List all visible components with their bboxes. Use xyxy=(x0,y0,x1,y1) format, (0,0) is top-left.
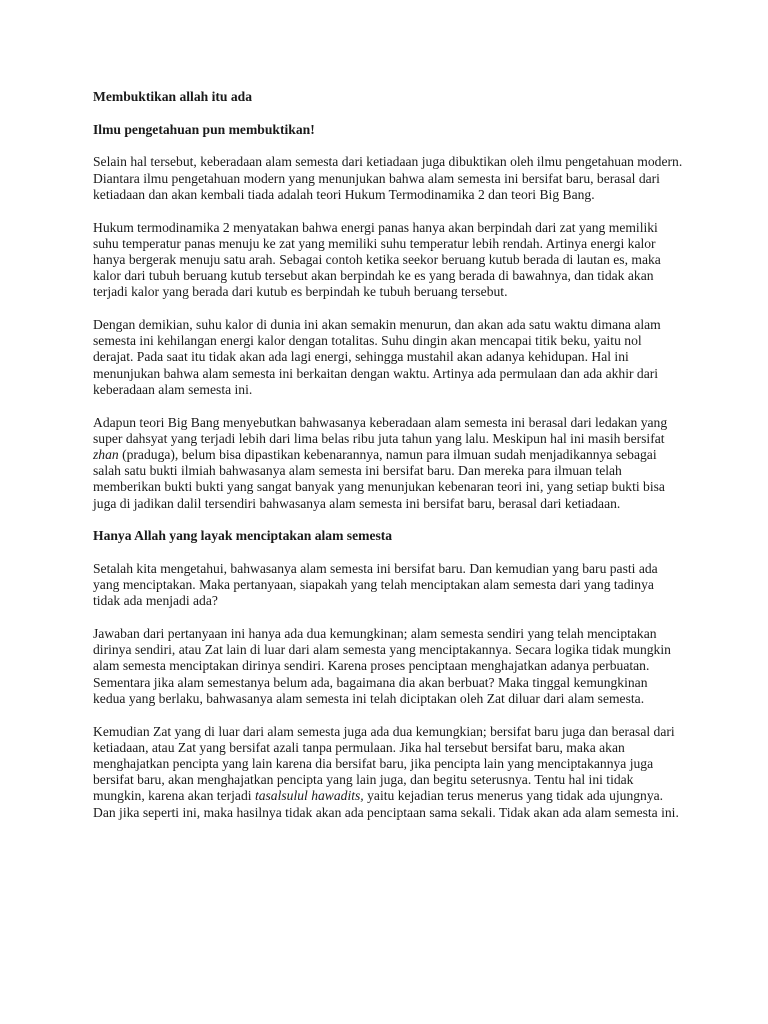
section-heading-creator: Hanya Allah yang layak menciptakan alam semesta xyxy=(93,528,393,544)
paragraph-4 xyxy=(93,415,683,512)
paragraph-7-italic-term: tasalsulul hawadits, xyxy=(254,788,364,804)
paragraph-5: Setalah kita mengetahui, bahwasanya alam semesta ini bersifat baru. Dan kemudian yang baru pasti ada yang menciptakan. Maka pertanyaan, siapakah yang telah menciptakan alam semesta dari yang tadinya tidak ada menjadi ada? xyxy=(93,560,658,609)
paragraph-2: Hukum termodinamika 2 menyatakan bahwa energi panas hanya akan berpindah dari zat yang memiliki suhu temperatur panas menuju ke zat yang memiliki suhu temperatur lebih rendah. Artinya energi kalor hanya bergerak menuju satu arah. Sebagai contoh ketika seekor beruang kutub berada di lautan es, maka kalor dari tubuh beruang kutub tersebut akan berpindah ke es yang berada di bawahnya, dan tidak akan terjadi kalor yang berada dari kutub es berpindah ke tubuh beruang tersebut. xyxy=(93,219,661,300)
paragraph-3: Dengan demikian, suhu kalor di dunia ini akan semakin menurun, dan akan ada satu waktu dimana alam semesta ini kehilangan energi kalor dengan totalitas. Suhu dingin akan mencapai titik beku, yaitu nol derajat. Pada saat itu tidak akan ada lagi energi, sehingga mustahil akan adanya kehidupan. Hal ini menunjukan bahwa alam semesta ini berkaitan dengan waktu. Artinya ada permulaan dan ada akhir dari keberadaan alam semesta ini. xyxy=(93,317,661,397)
document-title: Membuktikan allah itu ada xyxy=(93,89,253,104)
document-body xyxy=(93,89,683,837)
section-heading-science: Ilmu pengetahuan pun membuktikan! xyxy=(93,121,315,137)
paragraph-4-text-b: (praduga), belum bisa dipastikan kebenarannya, namun para ilmuan sudah menjadikannya sebagai salah satu bukti ilmiah bahwasanya alam semesta ini bersifat baru. Dan mereka para ilmuan telah memberikan bukti bukti yang sangat banyak yang menunjukan kebenaran teori ini, yang setiap bukti bisa juga di jadikan dalil tersendiri bahwasanya alam semesta ini bersifat baru, berasal dari ketiadaan. xyxy=(93,446,665,511)
paragraph-7 xyxy=(93,724,683,821)
paragraph-6: Jawaban dari pertanyaan ini hanya ada dua kemungkinan; alam semesta sendiri yang telah menciptakan dirinya sendiri, atau Zat lain di luar dari alam semesta yang menciptakannya. Secara logika tidak mungkin alam semesta menciptakan dirinya sendiri. Karena proses penciptaan menghajatkan adanya perbuatan. Sementara jika alam semestanya belum ada, bagaimana dia akan berbuat? Maka tinggal kemungkinan kedua yang berlaku, bahwasanya alam semesta ini telah diciptakan oleh Zat diluar dari alam semesta. xyxy=(93,626,671,706)
paragraph-4-italic-term: zhan xyxy=(93,446,119,462)
paragraph-7-text-a: Kemudian Zat yang di luar dari alam semesta juga ada dua kemungkian; bersifat baru juga dan berasal dari ketiadaan, atau Zat yang bersifat azali tanpa permulaan. Jika hal tersebut bersifat baru, maka akan menghajatkan pencipta yang lain karena dia bersifat baru, jika pencipta lain yang menciptakannya juga bersifat baru, akan menghajatkan pencipta yang lain juga, dan begitu seterusnya. Tentu hal ini tidak mungkin, karena akan terjadi xyxy=(93,723,675,804)
paragraph-7-text-b: yaitu kejadian terus menerus yang tidak ada ujungnya. Dan jika seperti ini, maka hasilnya tidak akan ada penciptaan sama sekali. Tidak akan ada alam semesta ini. xyxy=(93,788,679,820)
paragraph-1: Selain hal tersebut, keberadaan alam semesta dari ketiadaan juga dibuktikan oleh ilmu pengetahuan modern. Diantara ilmu pengetahuan modern yang menunjukan bahwa alam semesta ini bersifat baru, berasal dari ketiadaan dan akan kembali tiada adalah teori Hukum Termodinamika 2 dan teori Big Bang. xyxy=(93,154,683,202)
paragraph-4-text-a: Adapun teori Big Bang menyebutkan bahwasanya keberadaan alam semesta ini berasal dari ledakan yang super dahsyat yang terjadi lebih dari lima belas ribu juta tahun yang lalu. Meskipun hal ini masih bersifat xyxy=(93,414,668,446)
